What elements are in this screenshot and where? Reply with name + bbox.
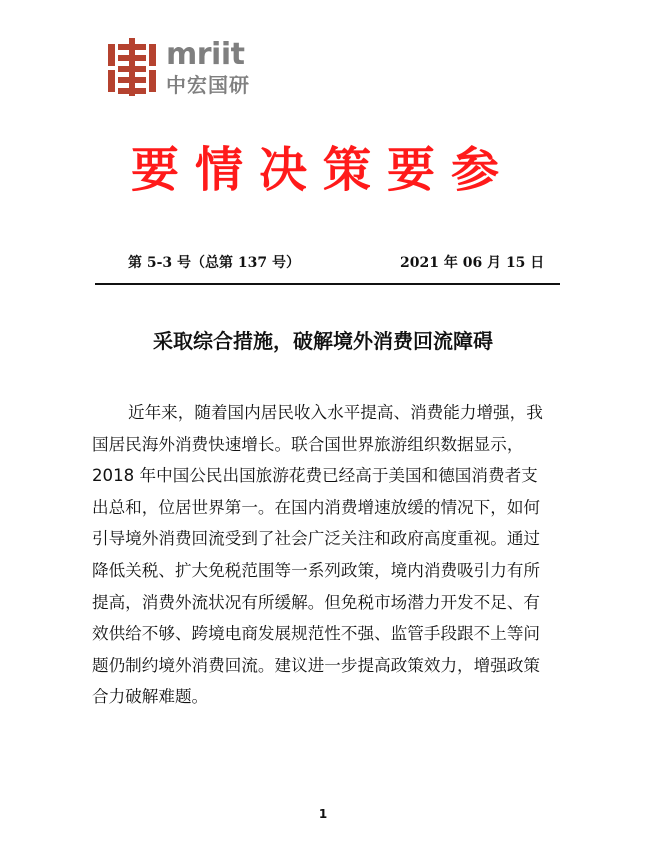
- issue-date: 2021 年 06 月 15 日: [400, 255, 545, 271]
- article-title: 采取综合措施，破解境外消费回流障碍: [153, 329, 493, 353]
- paragraph-line: 题仍制约境外消费回流。建议进一步提高政策效力，增强政策: [92, 655, 541, 675]
- article-paragraph: [92, 397, 572, 713]
- header-divider: [95, 283, 560, 285]
- logo: [108, 38, 258, 98]
- mriit-logo-mark-icon: [108, 38, 156, 96]
- paragraph-line: 出总和，位居世界第一。在国内消费增速放缓的情况下，如何: [92, 497, 541, 517]
- paragraph-line: 提高，消费外流状况有所缓解。但免税市场潜力开发不足、有: [92, 592, 541, 612]
- masthead-title: 要情决策要参: [130, 142, 515, 198]
- paragraph-line: 效供给不够、跨境电商发展规范性不强、监管手段跟不上等问: [92, 624, 541, 644]
- issue-number: 第 5-3 号（总第 137 号）: [128, 255, 301, 271]
- page-number: 1: [318, 807, 328, 821]
- logo-brand-cn: 中宏国研: [166, 73, 250, 97]
- logo-brand-en: mriit: [166, 37, 245, 72]
- paragraph-line: 国居民海外消费快速增长。联合国世界旅游组织数据显示，: [92, 434, 524, 454]
- paragraph-line: 2018 年中国公民出国旅游花费已经高于美国和德国消费者支: [92, 466, 538, 486]
- paragraph-line: 合力破解难题。: [92, 687, 209, 707]
- paragraph-line: 近年来，随着国内居民收入水平提高、消费能力增强，我: [128, 403, 543, 422]
- paragraph-line: 降低关税、扩大免税范围等一系列政策，境内消费吸引力有所: [92, 560, 541, 580]
- paragraph-line: 引导境外消费回流受到了社会广泛关注和政府高度重视。通过: [92, 529, 541, 549]
